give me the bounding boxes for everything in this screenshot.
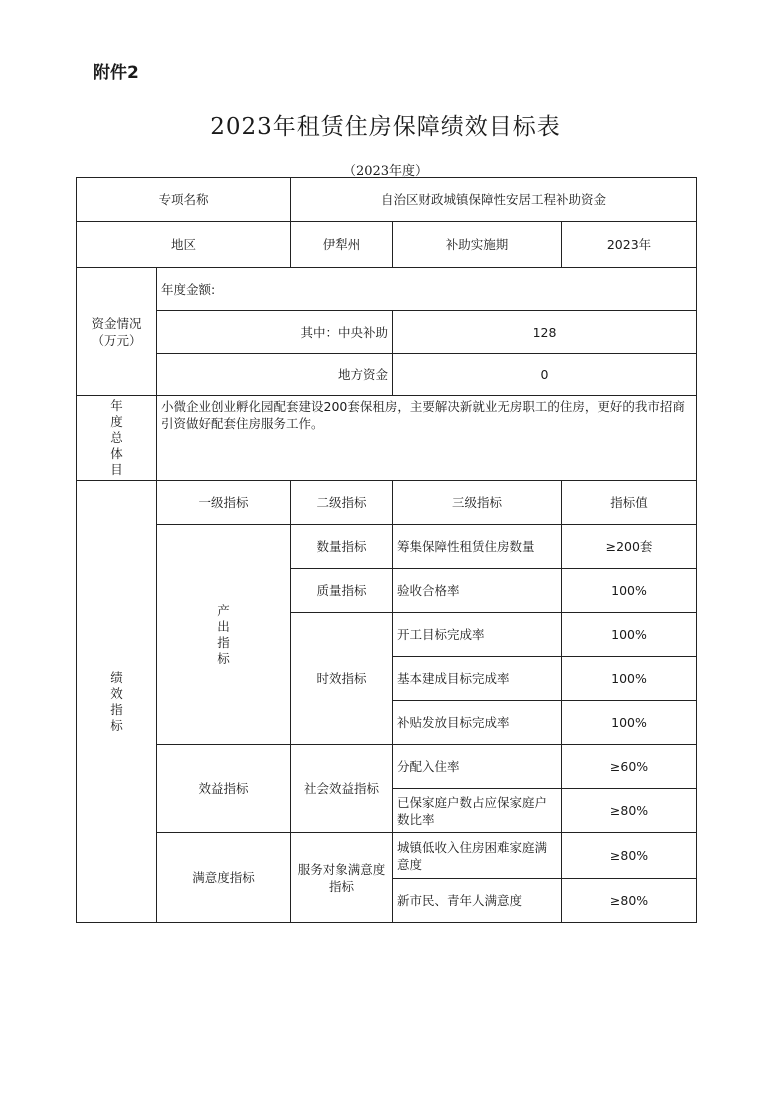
satisfaction-item-name: 新市民、青年人满意度 — [393, 879, 562, 923]
timeliness-item-value: 100% — [562, 701, 697, 745]
funds-unit: （万元） — [91, 332, 142, 348]
timeliness-item-name: 补贴发放目标完成率 — [393, 701, 562, 745]
goal-row — [77, 396, 697, 481]
region-row — [77, 222, 697, 268]
project-label: 专项名称 — [77, 178, 291, 222]
output-indicator-cell — [157, 525, 291, 745]
project-row — [77, 178, 697, 222]
table-row — [77, 833, 697, 879]
year-label: （2023年度） — [342, 164, 429, 179]
service-satisfaction-label — [291, 833, 393, 923]
timeliness-item-name: 开工目标完成率 — [393, 613, 562, 657]
local-funds-label: 地方资金 — [157, 354, 393, 396]
funds-label-cell — [77, 268, 157, 396]
funds-label: 资金情况 — [91, 315, 142, 331]
benefit-item-value: ≥60% — [562, 745, 697, 789]
benefit-item-name: 分配入住率 — [393, 745, 562, 789]
social-benefit-label: 社会效益指标 — [291, 745, 393, 833]
output-indicator-label: 产出指标 — [217, 602, 230, 666]
header-level2: 二级指标 — [291, 481, 393, 525]
indicator-section-cell — [77, 481, 157, 923]
period-label: 补助实施期 — [393, 222, 562, 268]
satisfaction-item-value: ≥80% — [562, 833, 697, 879]
header-level1: 一级指标 — [157, 481, 291, 525]
funds-annual-row — [77, 268, 697, 311]
satisfaction-item-name: 城镇低收入住房困难家庭满意度 — [393, 833, 562, 879]
annual-amount-label: 年度金额: — [157, 268, 697, 311]
period-value: 2023年 — [562, 222, 697, 268]
indicator-section-label: 绩效指标 — [110, 669, 123, 733]
satisfaction-item-value: ≥80% — [562, 879, 697, 923]
attachment-label: 附件2 — [93, 63, 139, 83]
region-value: 伊犁州 — [291, 222, 393, 268]
goal-label-cell — [77, 396, 157, 481]
project-value: 自治区财政城镇保障性安居工程补助资金 — [291, 178, 697, 222]
local-funds-value: 0 — [393, 354, 697, 396]
quantity-indicator-value: ≥200套 — [562, 525, 697, 569]
timeliness-item-value: 100% — [562, 613, 697, 657]
benefit-indicator-label: 效益指标 — [157, 745, 291, 833]
quantity-indicator-label: 数量指标 — [291, 525, 393, 569]
indicator-header-row — [77, 481, 697, 525]
satisfaction-indicator-label: 满意度指标 — [157, 833, 291, 923]
timeliness-indicator-label: 时效指标 — [291, 613, 393, 745]
quantity-indicator-item: 筹集保障性租赁住房数量 — [393, 525, 562, 569]
service-satisfaction-text: 服务对象满意度指标 — [297, 861, 386, 894]
central-subsidy-label: 其中：中央补助 — [157, 311, 393, 354]
region-label: 地区 — [77, 222, 291, 268]
goal-text: 小微企业创业孵化园配套建设200套保租房，主要解决新就业无房职工的住房，更好的我市招商引资做好配套住房服务工作。 — [157, 396, 697, 481]
header-value: 指标值 — [562, 481, 697, 525]
goal-label: 年度总体目 — [110, 398, 123, 477]
table-row — [77, 745, 697, 789]
funds-local-row — [77, 354, 697, 396]
table-row — [77, 525, 697, 569]
quality-indicator-item: 验收合格率 — [393, 569, 562, 613]
timeliness-item-value: 100% — [562, 657, 697, 701]
quality-indicator-label: 质量指标 — [291, 569, 393, 613]
quality-indicator-value: 100% — [562, 569, 697, 613]
benefit-item-value: ≥80% — [562, 789, 697, 833]
timeliness-item-name: 基本建成目标完成率 — [393, 657, 562, 701]
benefit-item-name: 已保家庭户数占应保家庭户数比率 — [393, 789, 562, 833]
funds-central-row — [77, 311, 697, 354]
central-subsidy-value: 128 — [393, 311, 697, 354]
performance-target-table — [76, 177, 697, 923]
header-level3: 三级指标 — [393, 481, 562, 525]
page-title: 2023年租赁住房保障绩效目标表 — [210, 114, 561, 140]
